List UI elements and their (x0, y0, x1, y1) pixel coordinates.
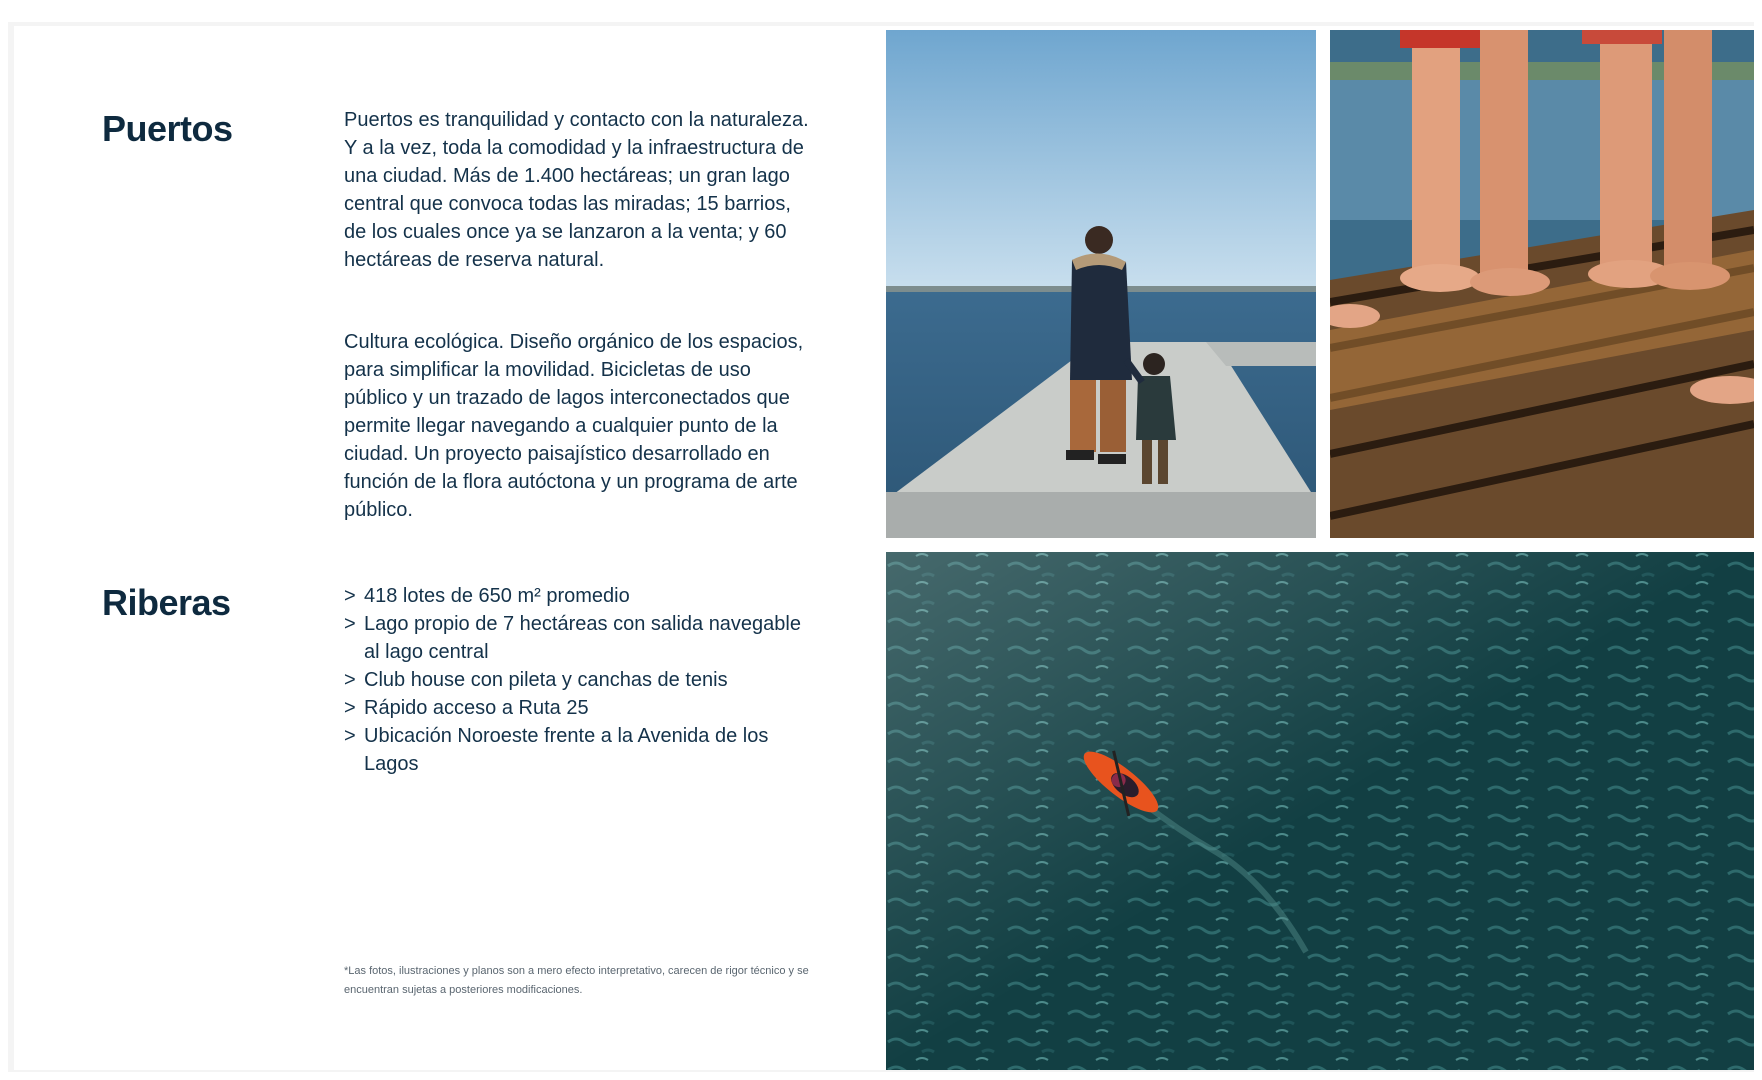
photo-feet-on-dock (1330, 30, 1754, 538)
text-column (14, 26, 874, 1070)
kayak-illustration (886, 552, 1754, 1070)
feature-item (344, 722, 804, 778)
feature-text: 418 lotes de 650 m² promedio (364, 585, 630, 607)
feature-item (344, 666, 804, 694)
riberas-feature-list (344, 582, 804, 778)
feet-illustration (1330, 30, 1754, 538)
feature-text: Club house con pileta y canchas de tenis (364, 669, 728, 691)
feature-text: Ubicación Noroeste frente a la Avenida de los Lagos (364, 725, 769, 775)
feature-item (344, 610, 804, 666)
chevron-right-icon: > (344, 585, 356, 607)
chevron-right-icon: > (344, 613, 356, 635)
feature-item (344, 694, 804, 722)
chevron-right-icon: > (344, 697, 356, 719)
brochure-page (14, 26, 1754, 1070)
photo-kayak-aerial (886, 552, 1754, 1070)
disclaimer-note: *Las fotos, ilustraciones y planos son a mero efecto interpretativo, carecen de rigor técnico y se encuentran sujetas a posteriores modificaciones. (344, 965, 809, 996)
chevron-right-icon: > (344, 669, 356, 691)
feature-item (344, 582, 804, 610)
feature-text: Rápido acceso a Ruta 25 (364, 697, 589, 719)
chevron-right-icon: > (344, 725, 356, 747)
feature-text: Lago propio de 7 hectáreas con salida navegable al lago central (364, 613, 801, 663)
dock-illustration (886, 30, 1316, 538)
puertos-paragraph-2: Cultura ecológica. Diseño orgánico de los espacios, para simplificar la movilidad. Bicicletas de uso público y un trazado de lagos interconectados que permite llegar navegando a cualquier punto de la ciudad. Un proyecto paisajístico desarrollado en función de la flora autóctona y un programa de arte público. (344, 331, 804, 521)
photo-dock-father-child (886, 30, 1316, 538)
section-title-puertos: Puertos (102, 108, 233, 149)
puertos-paragraph-1: Puertos es tranquilidad y contacto con la naturaleza. Y a la vez, toda la comodidad y la infraestructura de una ciudad. Más de 1.400 hectáreas; un gran lago central que convoca todas las miradas; 15 barrios, de los cuales once ya se lanzaron a la venta; y 60 hectáreas de reserva natural. (344, 109, 809, 271)
section-title-riberas: Riberas (102, 582, 231, 623)
